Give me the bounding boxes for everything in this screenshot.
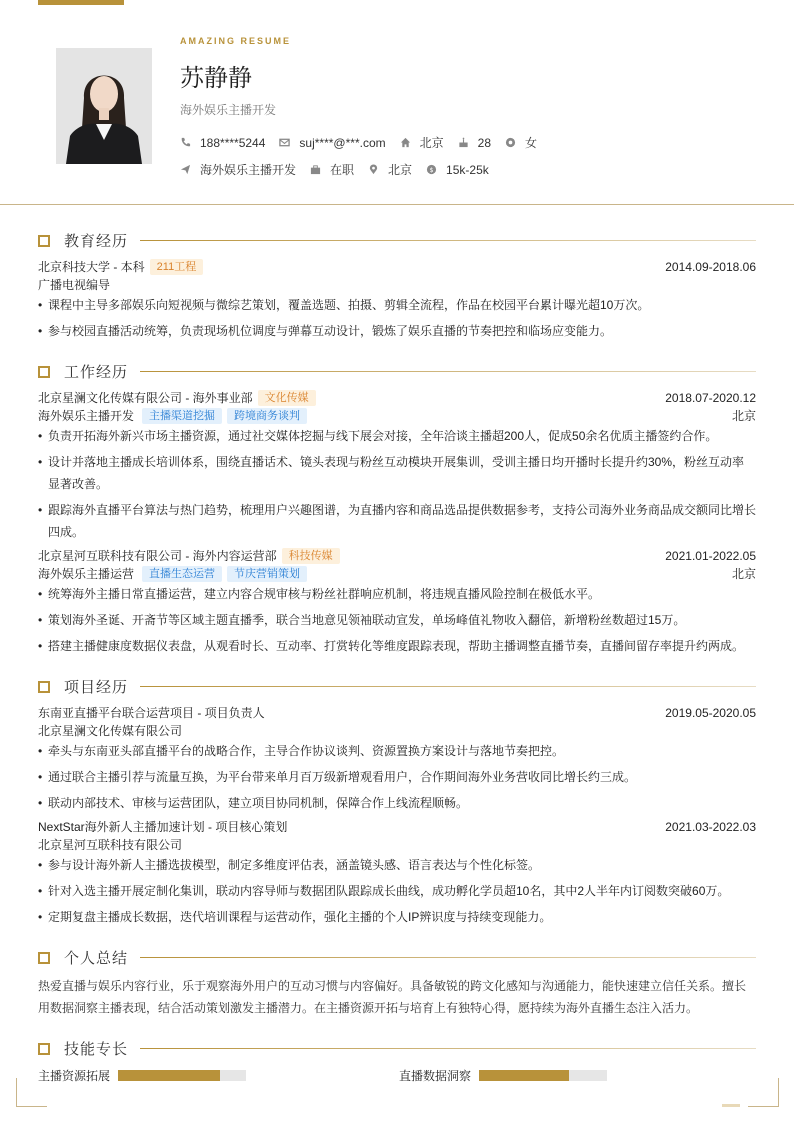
section-title: 工作经历 xyxy=(64,363,129,381)
project-date: 2019.05-2020.05 xyxy=(665,706,756,720)
project-bullet: • 联动内部技术、审核与运营团队，建立项目协同机制，保障合作上线流程顺畅。 xyxy=(38,792,756,814)
education-major-row xyxy=(38,277,756,293)
project-bullet: • 针对入选主播开展定制化集训，联动内容导师与数据团队跟踪成长曲线，成功孵化学员超10名，其中2人半年内订阅数突破60万。 xyxy=(38,880,756,902)
work-header xyxy=(38,390,756,406)
gender-text: 女 xyxy=(525,136,538,150)
work-bullet: • 跟踪海外直播平台算法与热门趋势，梳理用户兴趣图谱，为直播内容和商品选品提供数据参考，支持公司海外业务商品成交额同比增长四成。 xyxy=(38,499,756,543)
work-bullet: • 负责开拓海外新兴市场主播资源，通过社交媒体挖掘与线下展会对接，全年洽谈主播超200人，促成50余名优质主播签约合作。 xyxy=(38,425,756,447)
section-project xyxy=(38,676,756,697)
work-header xyxy=(38,548,756,564)
section-marker-icon xyxy=(38,366,50,378)
job-info-row xyxy=(180,161,503,178)
home-icon xyxy=(400,137,411,148)
company-tag: 科技传媒 xyxy=(282,548,340,564)
city-text: 北京 xyxy=(419,136,444,150)
status-text: 在职 xyxy=(330,163,355,177)
skill-tag: 直播生态运营 xyxy=(142,566,222,582)
work-date: 2018.07-2020.12 xyxy=(665,391,756,405)
mail-icon xyxy=(279,137,290,148)
section-rule xyxy=(140,957,756,958)
work-role-row xyxy=(38,408,756,424)
section-marker-icon xyxy=(38,952,50,964)
skill-item xyxy=(38,1067,246,1084)
brand-label: AMAZING RESUME xyxy=(180,36,291,46)
section-marker-icon xyxy=(38,1043,50,1055)
work-location: 北京 xyxy=(731,567,756,581)
work-city-text: 北京 xyxy=(388,163,413,177)
education-header xyxy=(38,259,756,275)
section-marker-icon xyxy=(38,235,50,247)
age-text: 28 xyxy=(477,135,491,150)
project-header xyxy=(38,705,756,721)
work-location: 北京 xyxy=(731,409,756,423)
contact-info-row xyxy=(180,134,551,151)
project-title: 东南亚直播平台联合运营项目 - 项目负责人 xyxy=(38,706,265,720)
send-icon xyxy=(180,164,191,175)
skill-bar xyxy=(479,1070,607,1081)
money-icon xyxy=(426,164,437,175)
major: 广播电视编导 xyxy=(38,278,111,292)
education-date: 2014.09-2018.06 xyxy=(665,260,756,274)
email-text: suj****@***.com xyxy=(299,135,386,150)
corner-decoration xyxy=(16,1078,47,1107)
project-date: 2021.03-2022.03 xyxy=(665,820,756,834)
school-tag: 211工程 xyxy=(150,259,204,275)
briefcase-icon xyxy=(310,164,321,175)
section-rule xyxy=(140,1048,756,1049)
work-bullet: • 策划海外圣诞、开斋节等区域主题直播季，联合当地意见领袖联动宣发，单场峰值礼物收入翻倍，新增粉丝数超过15万。 xyxy=(38,609,756,631)
company-tag: 文化传媒 xyxy=(258,390,316,406)
project-org: 北京星澜文化传媒有限公司 xyxy=(38,724,183,738)
phone-text: 188****5244 xyxy=(200,135,266,150)
gender-icon xyxy=(505,137,516,148)
svg-text:$: $ xyxy=(429,165,434,174)
work-date: 2021.01-2022.05 xyxy=(665,549,756,563)
portrait-image xyxy=(56,48,152,164)
section-title: 教育经历 xyxy=(64,232,129,250)
work-bullet: • 搭建主播健康度数据仪表盘，从观看时长、互动率、打赏转化等维度跟踪表现，帮助主播调整直播节奏，直播间留存率提升约两成。 xyxy=(38,635,756,657)
skill-tag: 跨境商务谈判 xyxy=(227,408,307,424)
job-role: 海外娱乐主播运营 xyxy=(38,567,135,581)
project-org-row xyxy=(38,723,756,739)
work-role-row xyxy=(38,566,756,582)
header-divider xyxy=(0,204,794,205)
corner-decoration xyxy=(748,1078,779,1107)
education-bullet: • 参与校园直播活动统筹，负责现场机位调度与弹幕互动设计，锻炼了娱乐直播的节奏把控和临场应变能力。 xyxy=(38,320,756,342)
cake-icon xyxy=(458,137,469,148)
salary-text: 15k-25k xyxy=(446,162,489,177)
skill-name: 直播数据洞察 xyxy=(399,1069,472,1083)
section-marker-icon xyxy=(38,681,50,693)
project-bullet: • 定期复盘主播成长数据，迭代培训课程与运营动作，强化主播的个人IP辨识度与持续变现能力。 xyxy=(38,906,756,928)
corner-accent xyxy=(722,1104,740,1107)
project-title: NextStar海外新人主播加速计划 - 项目核心策划 xyxy=(38,820,288,834)
candidate-name: 苏静静 xyxy=(180,64,252,92)
project-org-row xyxy=(38,837,756,853)
skill-tag: 主播渠道挖掘 xyxy=(142,408,222,424)
section-summary xyxy=(38,947,756,968)
candidate-subtitle: 海外娱乐主播开发 xyxy=(180,103,277,117)
project-bullet: • 通过联合主播引荐与流量互换，为平台带来单月百万级新增观看用户，合作期间海外业务营收同比增长约三成。 xyxy=(38,766,756,788)
skill-tag: 节庆营销策划 xyxy=(227,566,307,582)
skill-bar-fill xyxy=(118,1070,220,1081)
summary-text: 热爱直播与娱乐内容行业，乐于观察海外用户的互动习惯与内容偏好。具备敏锐的跨文化感知与沟通能力，能快速建立信任关系。擅长用数据洞察主播表现，结合活动策划激发主播潜力。在主播资源开拓与培育上有独特心得，愿持续为海外直播生态注入活力。 xyxy=(38,979,747,1015)
section-rule xyxy=(140,240,756,241)
skill-bar xyxy=(118,1070,246,1081)
section-rule xyxy=(140,686,756,687)
section-title: 技能专长 xyxy=(64,1040,129,1058)
profile-photo xyxy=(56,48,152,164)
work-bullet: • 设计并落地主播成长培训体系，围绕直播话术、镜头表现与粉丝互动模块开展集训，受训主播日均开播时长提升约30%，粉丝互动率显著改善。 xyxy=(38,451,756,495)
school-name: 北京科技大学 - 本科 xyxy=(38,260,145,274)
education-bullet: • 课程中主导多部娱乐向短视频与微综艺策划，覆盖选题、拍摄、剪辑全流程，作品在校园平台累计曝光超10万次。 xyxy=(38,294,756,316)
section-rule xyxy=(140,371,756,372)
project-header xyxy=(38,819,756,835)
section-skills xyxy=(38,1038,756,1059)
section-work xyxy=(38,361,756,382)
skill-item xyxy=(399,1067,607,1084)
job-role: 海外娱乐主播开发 xyxy=(38,409,135,423)
location-icon xyxy=(368,164,379,175)
company-name: 北京星河互联科技有限公司 - 海外内容运营部 xyxy=(38,549,277,563)
project-bullet: • 牵头与东南亚头部直播平台的战略合作，主导合作协议谈判、资源置换方案设计与落地节奏把控。 xyxy=(38,740,756,762)
section-title: 项目经历 xyxy=(64,678,129,696)
intention-text: 海外娱乐主播开发 xyxy=(200,163,297,177)
skill-name: 主播资源拓展 xyxy=(38,1069,111,1083)
section-title: 个人总结 xyxy=(64,949,129,967)
phone-icon xyxy=(180,137,191,148)
project-bullet: • 参与设计海外新人主播选拔模型，制定多维度评估表，涵盖镜头感、语言表达与个性化标签。 xyxy=(38,854,756,876)
skill-bar-fill xyxy=(479,1070,569,1081)
project-org: 北京星河互联科技有限公司 xyxy=(38,838,183,852)
section-education xyxy=(38,230,756,251)
work-bullet: • 统筹海外主播日常直播运营，建立内容合规审核与粉丝社群响应机制，将违规直播风险控制在极低水平。 xyxy=(38,583,756,605)
company-name: 北京星澜文化传媒有限公司 - 海外事业部 xyxy=(38,391,253,405)
top-accent-bar xyxy=(38,0,124,5)
